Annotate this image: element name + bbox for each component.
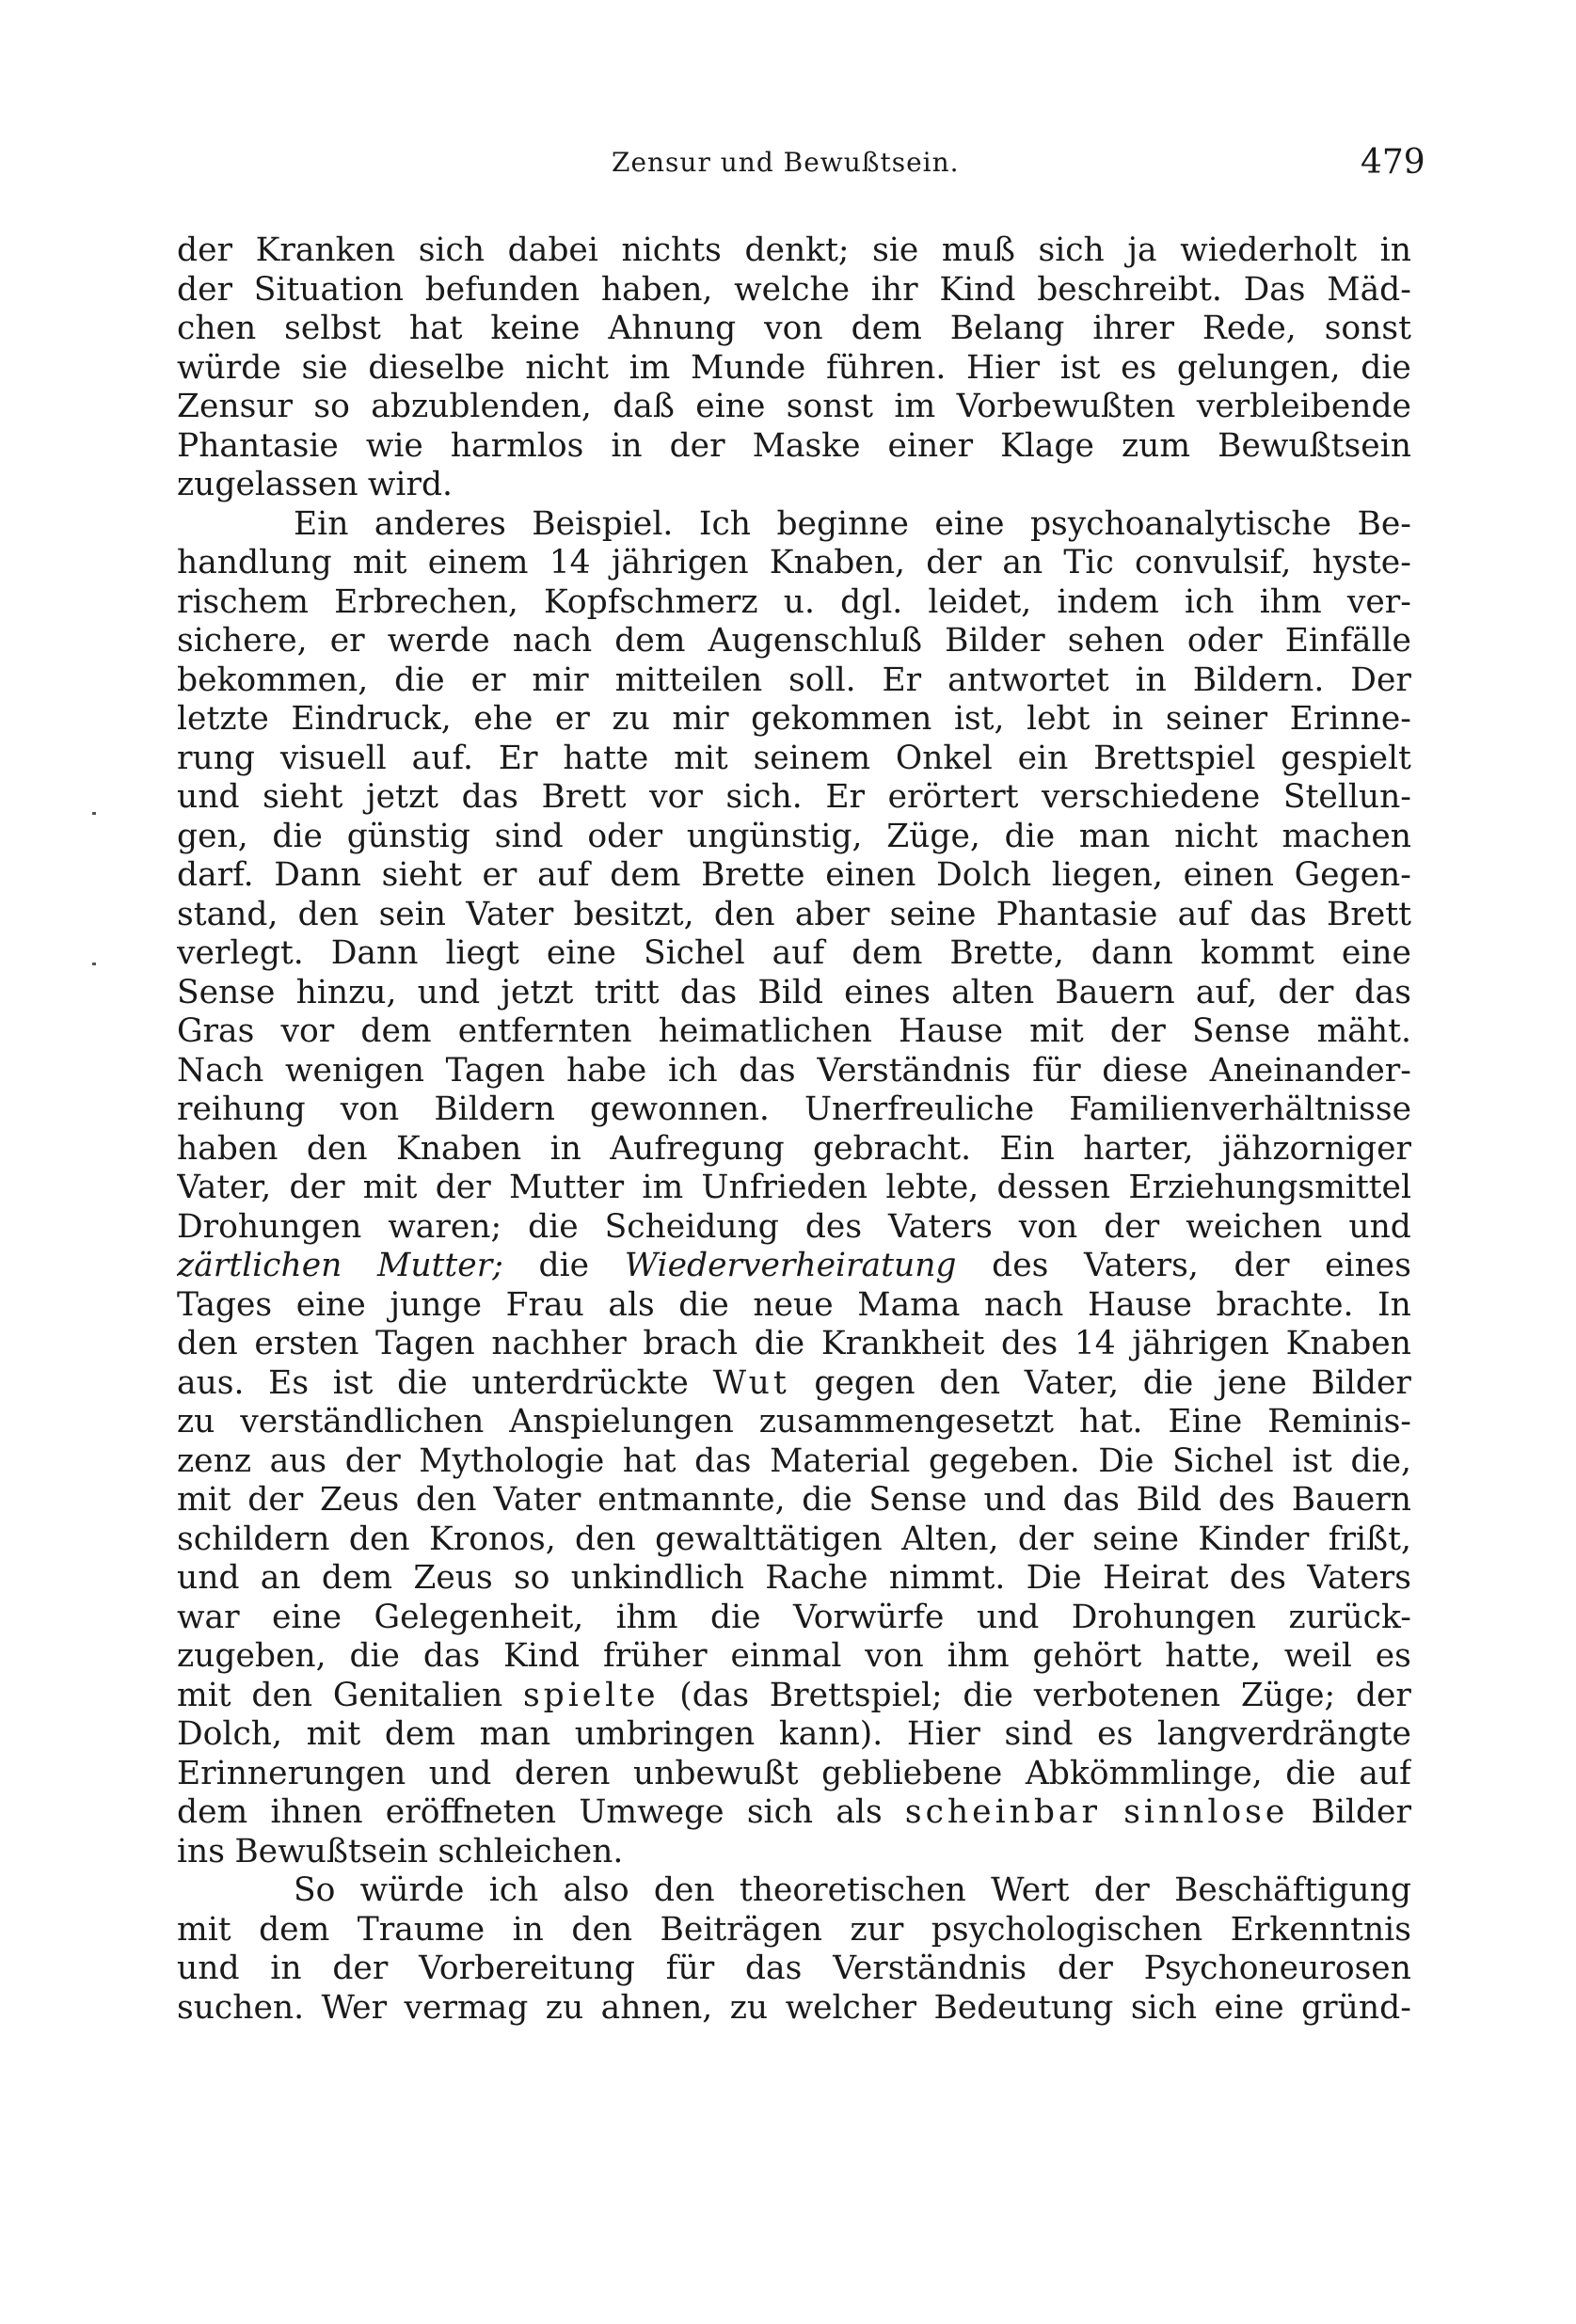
page-number: 479	[1361, 143, 1425, 182]
text-line: zu verständlichen Anspielungen zusammengesetzt hat. Eine Reminis-	[177, 1403, 1411, 1441]
text-line: bekommen, die er mir mitteilen soll. Er antwortet in Bildern. Der	[177, 661, 1411, 699]
text-line: der Situation befunden haben, welche ihr Kind beschreibt. Das Mäd-	[177, 270, 1411, 309]
text-line: Ein anderes Beispiel. Ich beginne eine psychoanalytische Be-	[294, 504, 1411, 543]
text-line: handlung mit einem 14 jährigen Knaben, der an Tic convulsif, hyste-	[177, 544, 1411, 581]
text-line: war eine Gelegenheit, ihm die Vorwürfe und Drohungen zurück-	[177, 1598, 1411, 1636]
page-header	[0, 143, 1576, 190]
text-line: Sense hinzu, und jetzt tritt das Bild eines alten Bauern auf, der das	[177, 973, 1411, 1011]
text-line: Drohungen waren; die Scheidung des Vaters von der weichen und	[177, 1207, 1411, 1246]
text-line: Dolch, mit dem man umbringen kann). Hier sind es langverdrängte	[177, 1715, 1411, 1753]
text-line: haben den Knaben in Aufregung gebracht. Ein harter, jähzorniger	[177, 1129, 1411, 1168]
text-line: darf. Dann sieht er auf dem Brette einen Dolch liegen, einen Gegen-	[177, 856, 1411, 894]
text-line: Gras vor dem entfernten heimatlichen Hause mit der Sense mäht.	[177, 1012, 1411, 1050]
text-line: rischem Erbrechen, Kopfschmerz u. dgl. leidet, indem ich ihm ver-	[177, 582, 1411, 621]
text-line: und sieht jetzt das Brett vor sich. Er erörtert verschiedene Stellun-	[177, 778, 1411, 816]
text-line: aus. Es ist die unterdrückte Wut gegen den Vater, die jene Bilder	[177, 1363, 1411, 1402]
text-line: sichere, er werde nach dem Augenschluß Bilder sehen oder Einfälle	[177, 622, 1411, 660]
text-line: zugeben, die das Kind früher einmal von ihm gehört hatte, weil es	[177, 1637, 1411, 1675]
text-line: Phantasie wie harmlos in der Maske einer Klage zum Bewußtsein	[177, 426, 1411, 465]
text-line: und in der Vorbereitung für das Verständnis der Psychoneurosen	[177, 1950, 1411, 1987]
text-line: rung visuell auf. Er hatte mit seinem Onkel ein Brettspiel gespielt	[177, 739, 1411, 777]
text-line: würde sie dieselbe nicht im Munde führen. Hier ist es gelungen, die	[177, 348, 1411, 387]
text-line: zugelassen wird.	[177, 466, 453, 503]
body-text	[177, 231, 1411, 2028]
text-line: gen, die günstig sind oder ungünstig, Züge, die man nicht machen	[177, 817, 1411, 855]
text-line: Vater, der mit der Mutter im Unfrieden lebte, dessen Erziehungsmittel	[177, 1169, 1411, 1206]
text-line: stand, den sein Vater besitzt, den aber seine Phantasie auf das Brett	[177, 895, 1411, 933]
text-line: mit den Genitalien spielte (das Brettspiel; die verbotenen Züge; der	[177, 1676, 1411, 1714]
text-line: der Kranken sich dabei nichts denkt; sie muß sich ja wiederholt in	[177, 231, 1411, 269]
text-line: zärtlichen Mutter; die Wiederverheiratung des Vaters, der eines	[177, 1247, 1411, 1284]
text-line: ins Bewußtsein schleichen.	[177, 1832, 624, 1870]
margin-speck	[92, 812, 96, 815]
text-line: suchen. Wer vermag zu ahnen, zu welcher Bedeutung sich eine gründ-	[177, 1988, 1411, 2027]
margin-speck	[92, 963, 96, 965]
text-line: Erinnerungen und deren unbewußt gebliebene Abkömmlinge, die auf	[177, 1754, 1411, 1792]
text-line: und an dem Zeus so unkindlich Rache nimmt. Die Heirat des Vaters	[177, 1559, 1411, 1597]
text-line: den ersten Tagen nachher brach die Krankheit des 14 jährigen Knaben	[177, 1325, 1411, 1362]
text-line: mit der Zeus den Vater entmannte, die Sense und das Bild des Bauern	[177, 1481, 1411, 1519]
text-line: zenz aus der Mythologie hat das Material gegeben. Die Sichel ist die,	[177, 1441, 1411, 1480]
text-line: schildern den Kronos, den gewalttätigen Alten, der seine Kinder frißt,	[177, 1520, 1411, 1558]
text-line: chen selbst hat keine Ahnung von dem Belang ihrer Rede, sonst	[177, 310, 1411, 347]
text-line: dem ihnen eröffneten Umwege sich als scheinbar sinnlose Bilder	[177, 1793, 1411, 1831]
text-line: letzte Eindruck, ehe er zu mir gekommen ist, lebt in seiner Erinne-	[177, 700, 1411, 738]
text-line: mit dem Traume in den Beiträgen zur psychologischen Erkenntnis	[177, 1910, 1411, 1949]
text-line: verlegt. Dann liegt eine Sichel auf dem Brette, dann kommt eine	[177, 934, 1411, 972]
running-title: Zensur und Bewußtsein.	[612, 147, 960, 178]
text-line: So würde ich also den theoretischen Wert der Beschäftigung	[294, 1871, 1411, 1909]
text-line: Tages eine junge Frau als die neue Mama nach Hause brachte. In	[177, 1285, 1411, 1324]
text-line: Nach wenigen Tagen habe ich das Verständnis für diese Aneinander-	[177, 1051, 1411, 1090]
text-line: Zensur so abzublenden, daß eine sonst im Vorbewußten verbleibende	[177, 388, 1411, 425]
text-line: reihung von Bildern gewonnen. Unerfreuliche Familienverhältnisse	[177, 1090, 1411, 1128]
